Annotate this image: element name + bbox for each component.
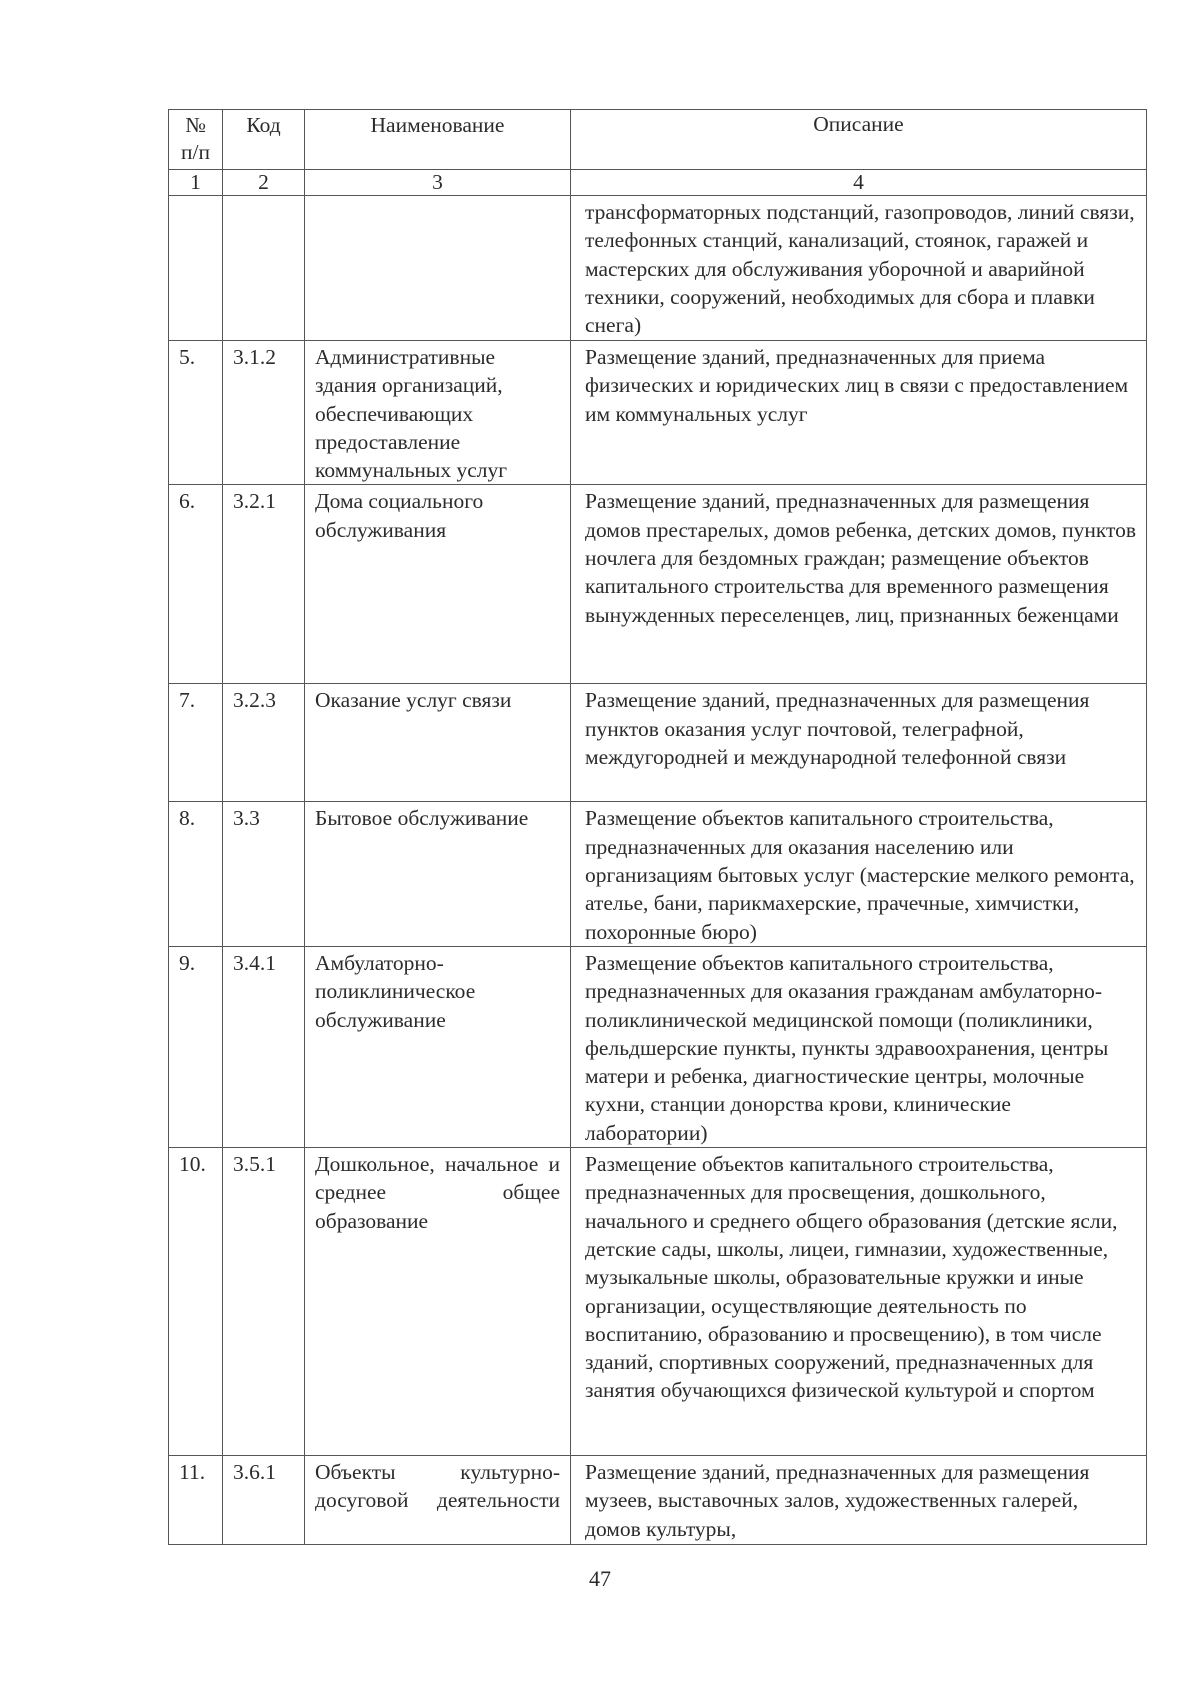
row-name: Дошкольное, начальное и среднее общее образование	[305, 1148, 571, 1456]
row-number: 11.	[169, 1456, 223, 1545]
row-name: Объекты культурно-досуговой деятельности	[305, 1456, 571, 1545]
row-code: 3.2.1	[223, 485, 305, 684]
row-name: Административные здания организаций, обеспечивающих предоставление коммунальных услуг	[305, 341, 571, 485]
row-name: Бытовое обслуживание	[305, 802, 571, 946]
column-number: 2	[223, 170, 305, 196]
row-number: 6.	[169, 485, 223, 684]
header-code: Код	[223, 110, 305, 170]
column-number-row	[169, 170, 1147, 196]
row-description: Размещение объектов капитального строительства, предназначенных для оказания гражданам амбулаторно-поликлинической медицинской помощи (поликлиники, фельдшерские пункты, пункты здравоохранения, центры матери и ребенка, диагностические центры, молочные кухни, станции донорства крови, клинические лаборатории)	[571, 946, 1147, 1147]
row-code: 3.4.1	[223, 946, 305, 1147]
row-code: 3.2.3	[223, 684, 305, 802]
header-description: Описание	[571, 110, 1147, 170]
row-description: Размещение зданий, предназначенных для размещения музеев, выставочных залов, художественных галерей, домов культуры,	[571, 1456, 1147, 1545]
row-name	[305, 196, 571, 341]
row-code	[223, 196, 305, 341]
row-name: Дома социального обслуживания	[305, 485, 571, 684]
table-row	[169, 485, 1147, 684]
table-row	[169, 802, 1147, 946]
row-description: Размещение зданий, предназначенных для размещения домов престарелых, домов ребенка, детских домов, пунктов ночлега для бездомных граждан; размещение объектов капитального строительства для временного размещения вынужденных переселенцев, лиц, признанных беженцами	[571, 485, 1147, 684]
table-row	[169, 196, 1147, 341]
row-number: 8.	[169, 802, 223, 946]
table-row	[169, 341, 1147, 485]
header-number: № п/п	[169, 110, 223, 170]
column-number: 4	[571, 170, 1147, 196]
table-row	[169, 684, 1147, 802]
row-description: трансформаторных подстанций, газопроводов, линий связи, телефонных станций, канализаций, стоянок, гаражей и мастерских для обслуживания уборочной и аварийной техники, сооружений, необходимых для сбора и плавки снега)	[571, 196, 1147, 341]
page-number: 47	[589, 1566, 611, 1591]
row-number	[169, 196, 223, 341]
row-code: 3.1.2	[223, 341, 305, 485]
table-row	[169, 946, 1147, 1147]
row-number: 9.	[169, 946, 223, 1147]
table-row	[169, 1456, 1147, 1545]
row-description: Размещение объектов капитального строительства, предназначенных для просвещения, дошкольного, начального и среднего общего образования (детские ясли, детские сады, школы, лицеи, гимназии, художественные, музыкальные школы, образовательные кружки и иные организации, осуществляющие деятельность по воспитанию, образованию и просвещению), в том числе зданий, спортивных сооружений, предназначенных для занятия обучающихся физической культурой и спортом	[571, 1148, 1147, 1456]
row-name: Оказание услуг связи	[305, 684, 571, 802]
row-description: Размещение объектов капитального строительства, предназначенных для оказания населению или организациям бытовых услуг (мастерские мелкого ремонта, ателье, бани, парикмахерские, прачечные, химчистки, похоронные бюро)	[571, 802, 1147, 946]
column-number: 1	[169, 170, 223, 196]
column-number: 3	[305, 170, 571, 196]
table-row	[169, 1148, 1147, 1456]
table-header-row	[169, 110, 1147, 170]
row-code: 3.5.1	[223, 1148, 305, 1456]
row-name: Амбулаторно-поликлиническое обслуживание	[305, 946, 571, 1147]
land-use-table	[168, 109, 1147, 1545]
row-code: 3.6.1	[223, 1456, 305, 1545]
row-description: Размещение зданий, предназначенных для размещения пунктов оказания услуг почтовой, телеграфной, междугородней и международной телефонной связи	[571, 684, 1147, 802]
row-number: 7.	[169, 684, 223, 802]
row-description: Размещение зданий, предназначенных для приема физических и юридических лиц в связи с предоставлением им коммунальных услуг	[571, 341, 1147, 485]
row-code: 3.3	[223, 802, 305, 946]
header-name: Наименование	[305, 110, 571, 170]
row-number: 5.	[169, 341, 223, 485]
row-number: 10.	[169, 1148, 223, 1456]
